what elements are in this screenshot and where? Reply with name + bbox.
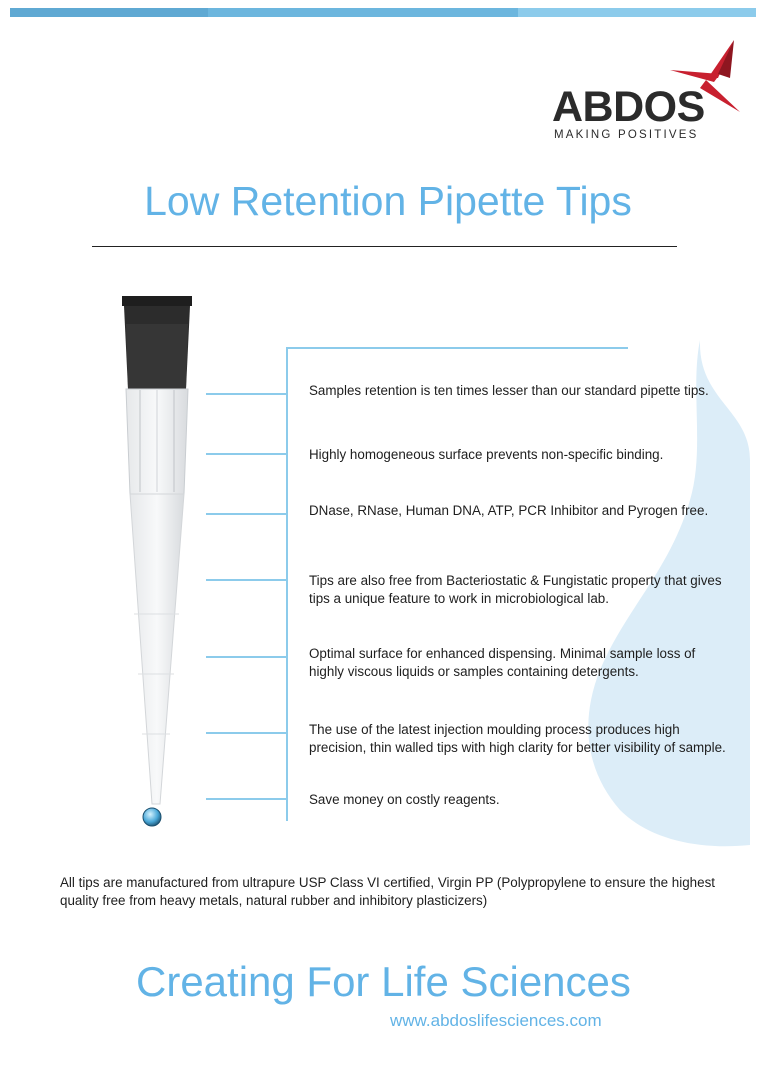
feature-connector (206, 798, 286, 800)
feature-text-save-money: Save money on costly reagents. (309, 792, 500, 807)
brand-tagline: MAKING POSITIVES (554, 129, 699, 141)
page-title: Low Retention Pipette Tips (144, 178, 632, 224)
website-link[interactable]: www.abdoslifesciences.com (390, 1011, 602, 1030)
brand-name: ABDOS (552, 83, 705, 131)
feature-text-surface: Highly homogeneous surface prevents non-specific binding. (309, 447, 664, 462)
feature-text-bacteriostatic: Tips are also free from Bacteriostatic & Fungistatic property that gives tips a unique feature to work in microbiological lab. (309, 573, 722, 606)
title-divider (92, 246, 677, 247)
feature-text-retention: Samples retention is ten times lesser than our standard pipette tips. (309, 383, 709, 398)
material-footnote: All tips are manufactured from ultrapure USP Class VI certified, Virgin PP (Polypropylene to ensure the highest quality free from heavy metals, natural rubber and inhibitory plasticizers) (60, 875, 715, 908)
feature-connector (206, 732, 286, 734)
feature-connector (206, 393, 286, 395)
feature-timeline-line (286, 347, 288, 821)
feature-connector (206, 453, 286, 455)
feature-connector (206, 656, 286, 658)
pipette-tip-image (112, 294, 202, 834)
feature-text-moulding: The use of the latest injection moulding process produces high precision, thin walled tips with high clarity for better visibility of sample. (309, 722, 726, 755)
feature-text-free-of: DNase, RNase, Human DNA, ATP, PCR Inhibitor and Pyrogen free. (309, 503, 709, 518)
feature-connector (206, 579, 286, 581)
top-bar-segment (10, 8, 208, 17)
feature-connector (206, 513, 286, 515)
feature-top-line (286, 347, 628, 349)
top-bar-segment (518, 8, 756, 17)
top-color-bar (10, 8, 756, 17)
slogan: Creating For Life Sciences (136, 958, 631, 1005)
top-bar-segment (208, 8, 518, 17)
brand-logo (552, 38, 742, 146)
feature-text-dispensing: Optimal surface for enhanced dispensing. Minimal sample loss of highly viscous liquids or samples containing detergents. (309, 646, 696, 679)
